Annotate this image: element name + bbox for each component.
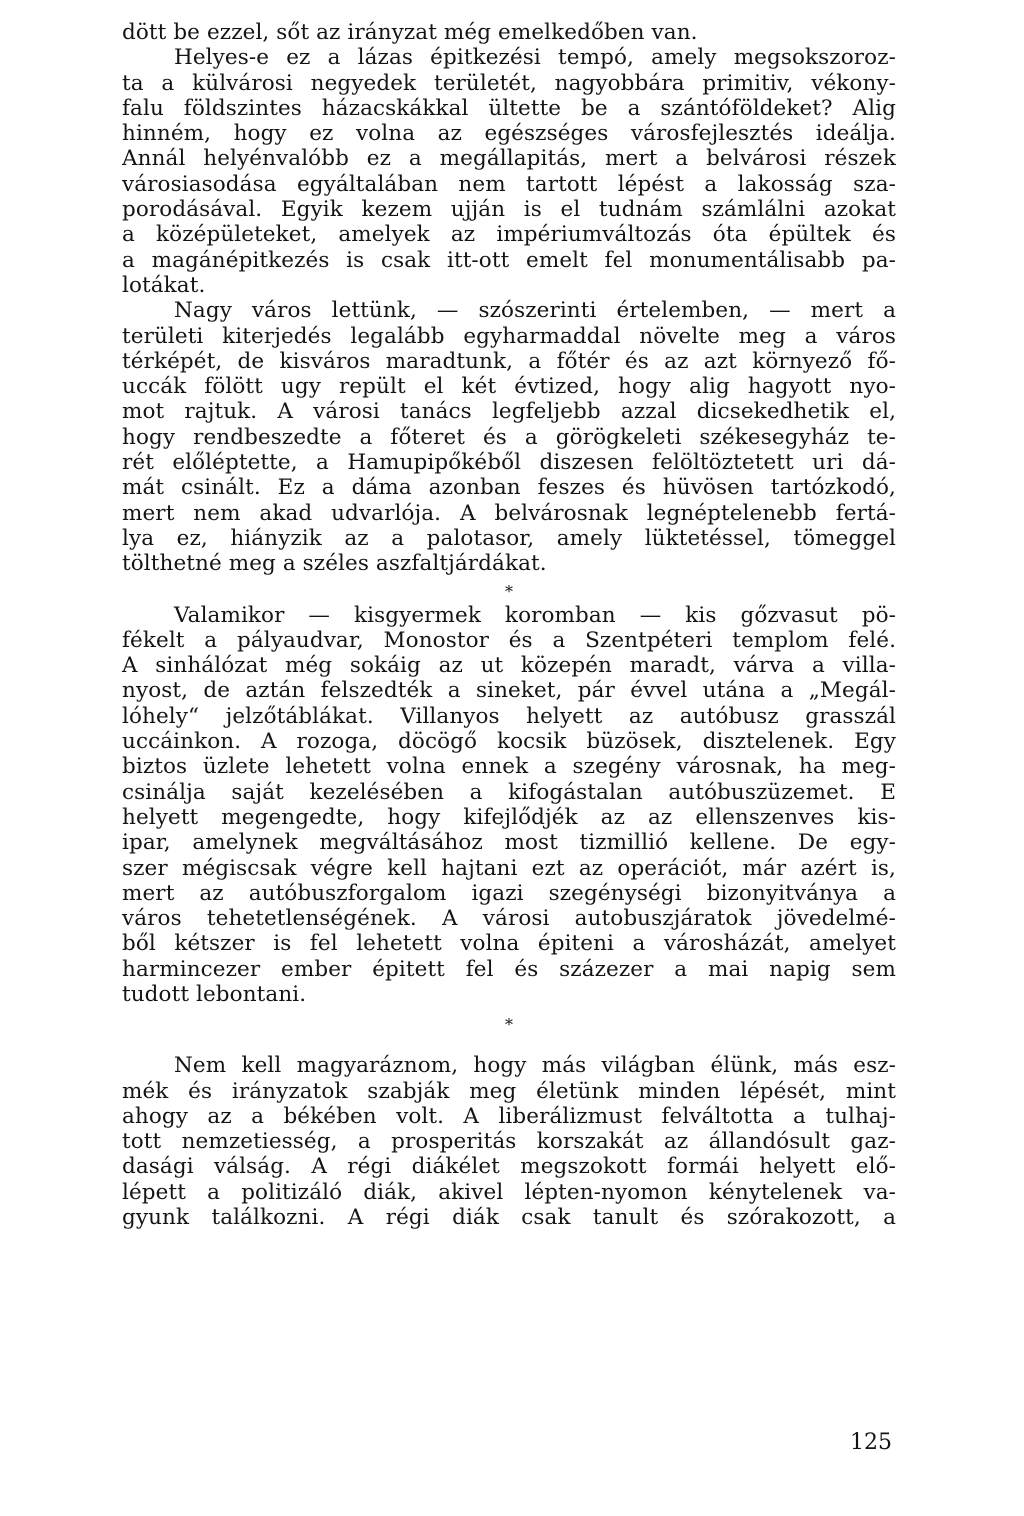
text-line: Nem kell magyaráznom, hogy más világban élünk, más esz- [174,1053,896,1079]
text-line: mert nem akad udvarlója. A belvárosnak legnéptelenebb fertá- [122,500,896,526]
text-line: ipar, amelynek megváltásához most tizmillió kellene. De egy- [122,830,896,856]
paragraph-continuation [122,20,896,45]
text-line: város tehetetlenségének. A városi autobuszjáratok jövedelmé- [122,906,896,932]
text-line: porodásával. Egyik kezem ujján is el tudnám számlálni azokat [122,197,896,223]
text-line: falu földszintes házacskákkal ültette be a szántóföldeket? Alig [122,95,896,121]
text-line: mert az autóbuszforgalom igazi szegénységi bizonyitványa a [122,880,896,906]
text-line: uccáinkon. A rozoga, döcögő kocsik büzösek, disztelenek. Egy [122,729,896,755]
text-line: szer mégiscsak végre kell hajtani ezt az operációt, már azért is, [122,855,896,881]
text-line: városiasodása egyáltalában nem tartott lépést a lakosság sza- [122,171,896,197]
text-line: lóhely“ jelzőtáblákat. Villanyos helyett az autóbusz grasszál [122,703,896,729]
text-line: helyett megengedte, hogy kifejlődjék az az ellenszenves kis- [122,804,896,830]
paragraph-building-tempo [122,45,896,298]
text-line: Nagy város lettünk, — szószerinti értelemben, — mert a [174,298,896,324]
text-line: harmincezer ember épitett fel és százezer a mai napig sem [122,956,896,982]
text-line: csinálja saját kezelésében a kifogástalan autóbuszüzemet. E [122,779,896,805]
text-line: Valamikor — kisgyermek koromban — kis gőzvasut pö- [174,602,896,628]
text-line: hogy rendbeszedte a főteret és a görögkeleti székesegyház te- [122,424,896,450]
text-line: dött be ezzel, sőt az irányzat még emelkedőben van. [122,20,698,45]
section-separator-asterisk: * [505,1015,513,1035]
text-line: rét előléptette, a Hamupipőkéből diszesen felöltöztetett uri dá- [122,450,896,476]
text-line: ből kétszer is fel lehetett volna épiteni a városházát, amelyet [122,931,896,957]
paragraph-big-city [122,298,896,576]
text-line: a középületeket, amelyek az impériumváltozás óta épültek és [122,222,896,248]
text-line: mot rajtuk. A városi tanács legfeljebb azzal dicsekedhetik el, [122,399,896,425]
page-body [122,20,896,1230]
text-line: térképét, de kisváros maradtunk, a főtér és az azt környező fő- [122,348,896,374]
text-line: gyunk találkozni. A régi diák csak tanult és szórakozott, a [122,1205,896,1231]
page-number: 125 [850,1430,892,1455]
text-line: területi kiterjedés legalább egyharmaddal növelte meg a város [122,323,896,349]
text-line: a magánépitkezés is csak itt-ott emelt fel monumentálisabb pa- [122,247,896,273]
text-line: A sinhálózat még sokáig az ut közepén maradt, várva a villa- [122,653,896,679]
text-line: dasági válság. A régi diákélet megszokott formái helyett elő- [122,1154,896,1180]
text-line: lépett a politizáló diák, akivel lépten-nyomon kénytelenek va- [122,1179,896,1205]
section-separator-asterisk: * [505,581,513,601]
text-line: ahogy az a békében volt. A liberálizmust felváltotta a tulhaj- [122,1103,896,1129]
text-line: fékelt a pályaudvar, Monostor és a Szentpéteri templom felé. [122,627,896,653]
text-line: uccák fölött ugy repült el két évtized, hogy alig hagyott nyo- [122,374,896,400]
text-line: tudott lebontani. [122,981,307,1007]
text-line: lotákat. [122,272,206,298]
text-line: mék és irányzatok szabják meg életünk minden lépését, mint [122,1078,896,1104]
text-line: ta a külvárosi negyedek területét, nagyobbára primitiv, vékony- [122,70,896,96]
text-line: tölthetné meg a széles aszfaltjárdákat. [122,551,547,577]
text-line: nyost, de aztán felszedték a sineket, pár évvel utána a „Megál- [122,678,896,704]
text-line: biztos üzlete lehetett volna ennek a szegény városnak, ha meg- [122,754,896,780]
text-line: hinném, hogy ez volna az egészséges városfejlesztés ideálja. [122,121,896,147]
text-line: lya ez, hiányzik az a palotasor, amely lüktetéssel, tömeggel [122,525,896,551]
text-line: Helyes-e ez a lázas épitkezési tempó, amely megsokszoroz- [174,45,896,71]
text-line: mát csinált. Ez a dáma azonban feszes és hüvösen tartózkodó, [122,475,896,501]
paragraph-tram-bus [122,603,896,1008]
paragraph-different-world [122,1053,896,1230]
text-line: tott nemzetiesség, a prosperitás korszakát az állandósult gaz- [122,1129,896,1155]
text-line: Annál helyénvalóbb ez a megállapitás, mert a belvárosi részek [122,146,896,172]
